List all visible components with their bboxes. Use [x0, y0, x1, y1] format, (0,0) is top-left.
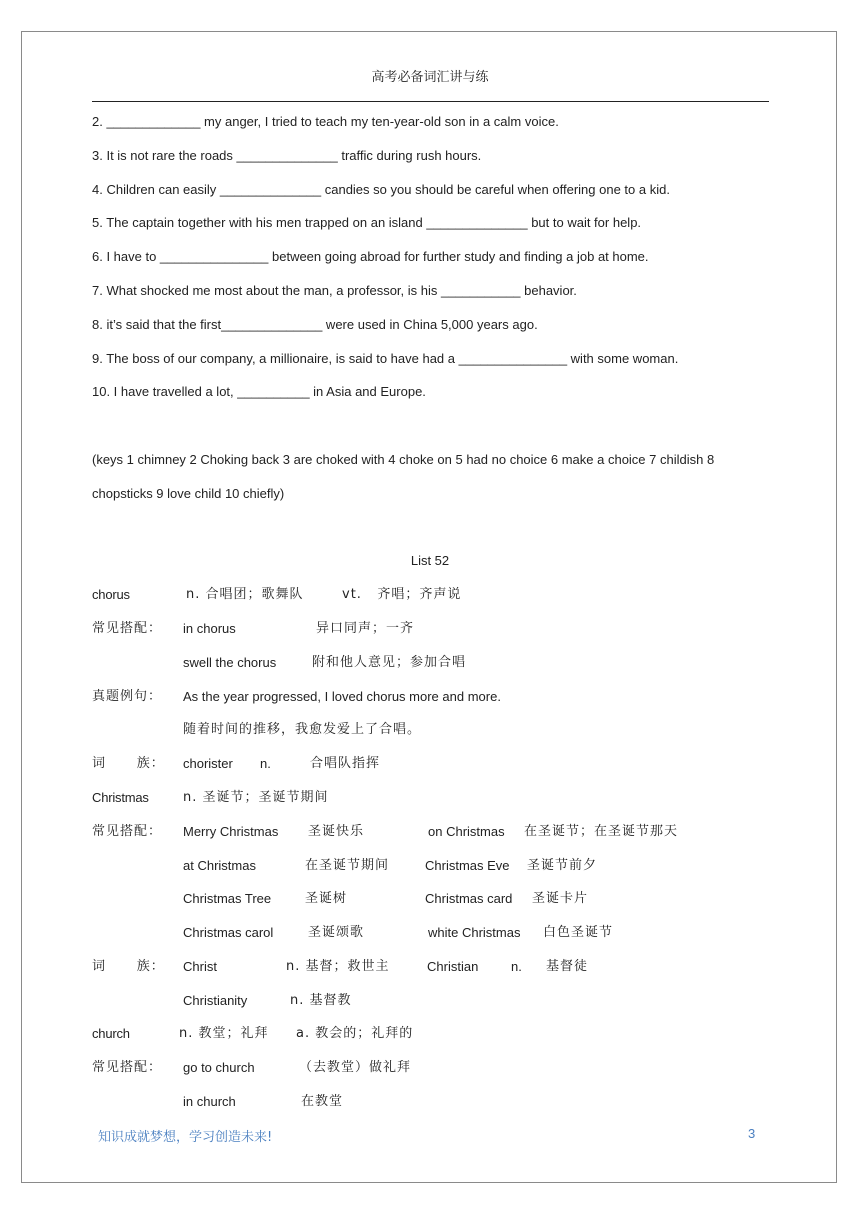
collocation-zh: 圣诞卡片 [532, 891, 589, 906]
collocation-zh: 在圣诞节；在圣诞节那天 [524, 824, 679, 839]
collocation-en: white Christmas [428, 925, 521, 940]
page-header-title: 高考必备词汇讲与练 [371, 69, 489, 84]
word-family-label: 词 族： [92, 756, 165, 771]
collocation-zh: （去教堂）做礼拜 [299, 1060, 412, 1075]
collocation-en: Christmas Tree [183, 891, 272, 906]
page-border [21, 31, 837, 1183]
exercise-3: 3. It is not rare the roads ______________ traffic during rush hours. [92, 148, 482, 163]
collocation-zh: 圣诞节前夕 [527, 858, 598, 873]
collocation-zh: 在教堂 [301, 1094, 344, 1109]
word-family-zh: 合唱队指挥 [310, 756, 381, 771]
collocations-label: 常见搭配： [92, 621, 163, 636]
word-family-en: Christianity [183, 993, 248, 1008]
exercise-9: 9. The boss of our company, a millionaire, is said to have had a _______________ with some woman. [92, 351, 679, 366]
collocation-en: Merry Christmas [183, 824, 279, 839]
word-family-zh: 基督徒 [546, 959, 589, 974]
example-sentence-en: As the year progressed, I loved chorus more and more. [183, 689, 501, 704]
example-sentence-zh: 随着时间的推移，我愈发爱上了合唱。 [183, 722, 422, 737]
collocation-zh: 圣诞颂歌 [308, 925, 365, 940]
list-title: List 52 [410, 553, 450, 568]
exercise-2: 2. _____________ my anger, I tried to teach my ten-year-old son in a calm voice. [92, 114, 559, 129]
exercise-10: 10. I have travelled a lot, __________ in Asia and Europe. [92, 384, 426, 399]
page-number: 3 [748, 1126, 756, 1141]
chorus-definition-verb: vt. 齐唱；齐声说 [342, 587, 462, 602]
word-family-label: 词 族： [92, 959, 165, 974]
example-label: 真题例句： [92, 689, 163, 704]
collocation-en: go to church [183, 1060, 255, 1075]
word-family-zh: n. 基督；救世主 [286, 959, 390, 974]
collocation-en: swell the chorus [183, 655, 277, 670]
answer-keys-line-1: (keys 1 chimney 2 Choking back 3 are choked with 4 choke on 5 had no choice 6 make a choice 7 childish 8 [92, 452, 715, 467]
collocation-zh: 圣诞快乐 [308, 824, 365, 839]
collocation-zh: 在圣诞节期间 [305, 858, 390, 873]
word-family-pos: n. [511, 959, 522, 974]
collocation-en: Christmas carol [183, 925, 274, 940]
collocation-zh: 附和他人意见；参加合唱 [312, 655, 467, 670]
church-definition-noun: n. 教堂；礼拜 [179, 1026, 269, 1041]
word-family-pos: n. [260, 756, 271, 771]
exercise-7: 7. What shocked me most about the man, a professor, is his ___________ behavior. [92, 283, 577, 298]
exercise-8: 8. it’s said that the first______________ were used in China 5,000 years ago. [92, 317, 538, 332]
footer-motto: 知识成就梦想，学习创造未来! [98, 1130, 273, 1145]
exercise-6: 6. I have to _______________ between going abroad for further study and finding a job at home. [92, 249, 649, 264]
exercise-5: 5. The captain together with his men trapped on an island ______________ but to wait for help. [92, 215, 642, 230]
word-family-en: Christian [427, 959, 479, 974]
word-family-en: Christ [183, 959, 217, 974]
collocations-label: 常见搭配： [92, 824, 163, 839]
collocation-zh: 异口同声；一齐 [316, 621, 415, 636]
collocation-en: Christmas Eve [425, 858, 510, 873]
church-definition-adj: a. 教会的；礼拜的 [296, 1026, 414, 1041]
exercise-4: 4. Children can easily ______________ candies so you should be careful when offering one to a kid. [92, 182, 670, 197]
headword-chorus: chorus [92, 587, 130, 602]
collocation-en: on Christmas [428, 824, 505, 839]
collocation-en: in church [183, 1094, 236, 1109]
collocations-label: 常见搭配： [92, 1060, 163, 1075]
christmas-definition: n. 圣诞节；圣诞节期间 [183, 790, 329, 805]
collocation-en: Christmas card [425, 891, 513, 906]
collocation-en: at Christmas [183, 858, 256, 873]
word-family-zh: n. 基督教 [290, 993, 352, 1008]
headword-church: church [92, 1026, 130, 1041]
headword-christmas: Christmas [92, 790, 149, 805]
collocation-zh: 圣诞树 [305, 891, 348, 906]
answer-keys-line-2: chopsticks 9 love child 10 chiefly) [92, 486, 285, 501]
collocation-zh: 白色圣诞节 [543, 925, 614, 940]
word-family-en: chorister [183, 756, 233, 771]
chorus-definition-noun: n. 合唱团；歌舞队 [186, 587, 304, 602]
collocation-en: in chorus [183, 621, 236, 636]
header-divider [92, 101, 769, 102]
